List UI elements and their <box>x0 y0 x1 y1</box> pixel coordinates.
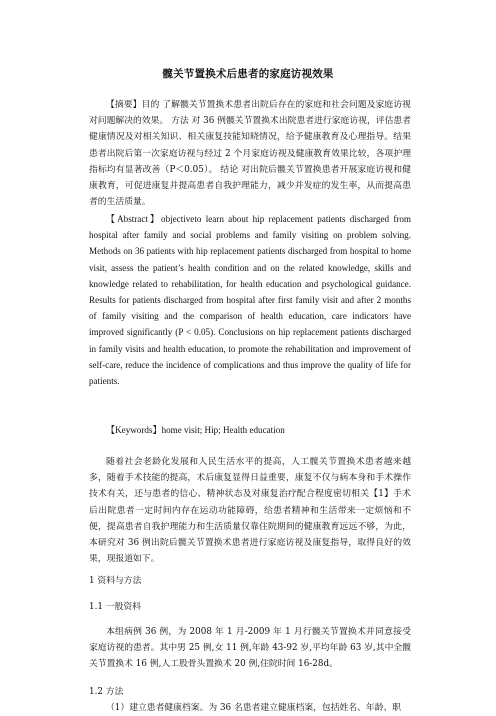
abstract-chinese <box>89 97 411 210</box>
keywords-label: 【Keywords】 <box>106 425 162 435</box>
introduction-paragraph: 随着社会老龄化发展和人民生活水平的提高，人工髋关节置换术患者越来越多，随着手术技能的提高，术后康复显得日益重要，康复不仅与病本身和手术操作技术有关，还与患者的信心、精神状态及对康复治疗配合程度密切相关【1】手术后出院患者一定时间内存在运动功能障碍，给患者精神和生活带来一定烦恼和不便，提高患者自我护理能力和生活质量仅靠住院期间的健康教育远远不够，为此，本研究对 36 例出院后髋关节置换术患者进行家庭访视及康复指导，取得良好的效果，现报道如下。 <box>89 457 411 565</box>
keywords-text: home visit; Hip; Health education <box>161 425 285 435</box>
section-heading-1-2: 1.2 方法 <box>89 687 124 697</box>
keywords <box>89 422 411 438</box>
method-paragraph: （1）建立患者健康档案。为 36 名患者建立健康档案，包括姓名、年龄、职 <box>106 703 402 713</box>
abstract-text: 目的 了解髋关节置换术患者出院后存在的家庭和社会问题及家庭访视对问题解决的效果。 方法 对 36 例髋关节置换术出院患者进行家庭访视，评估患者健康情况及对相关知识、相关康复技能知晓情况，给予健康教育及心理指导。结果 患者出院后第一次家庭访视与经过 2 个月家庭访视及健康教育效果比较，各项护理指标均有显著改善（P＜0.05）。 结论 对出院后髋关节置换患者开展家庭访视和健康教育，可促进康复并提高患者自我护理能力，减少并发症的发生率，从而提高患者的生活质量。 <box>89 100 411 208</box>
abstract-label: 【摘要】 <box>106 100 142 110</box>
general-data-paragraph: 本组病例 36 例，为 2008 年 1 月-2009 年 1 月行髋关节置换术并同意接受家庭访视的患者。其中男 25 例,女 11 例,年龄 43-92 岁,平均年龄 63 岁,其中全髋关节置换术 16 例,人工股骨头置换术 20 例,住院时间 16-28d。 <box>89 627 411 670</box>
abstract-english <box>89 211 411 389</box>
abstract-en-label: 【Abstract】 <box>106 214 162 224</box>
section-heading-1: 1 资料与方法 <box>89 576 142 586</box>
article-title: 髋关节置换术后患者的家庭访视效果 <box>162 68 334 80</box>
abstract-en-text: objectiveto learn about hip replacement patients discharged from hospital after family and social problems and family visiting on problem solving. Methods on 36 patients with hip replacement patients discharged from hospital to home visit, assess the patient’s health condition and on the related knowledge, skills and knowledge related to rehabilitation, for health education and psychological guidance. Results for patients discharged from hospital after first family visit and after 2 months of family visiting and the comparison of health education, care indicators have improved significantly (P < 0.05). Conclusions on hip replacement patients discharged in family visits and health education, to promote the rehabilitation and improvement of self-care, reduce the incidence of complications and thus improve the quality of life for patients. <box>89 214 411 387</box>
section-heading-1-1: 1.1 一般资料 <box>89 602 141 612</box>
